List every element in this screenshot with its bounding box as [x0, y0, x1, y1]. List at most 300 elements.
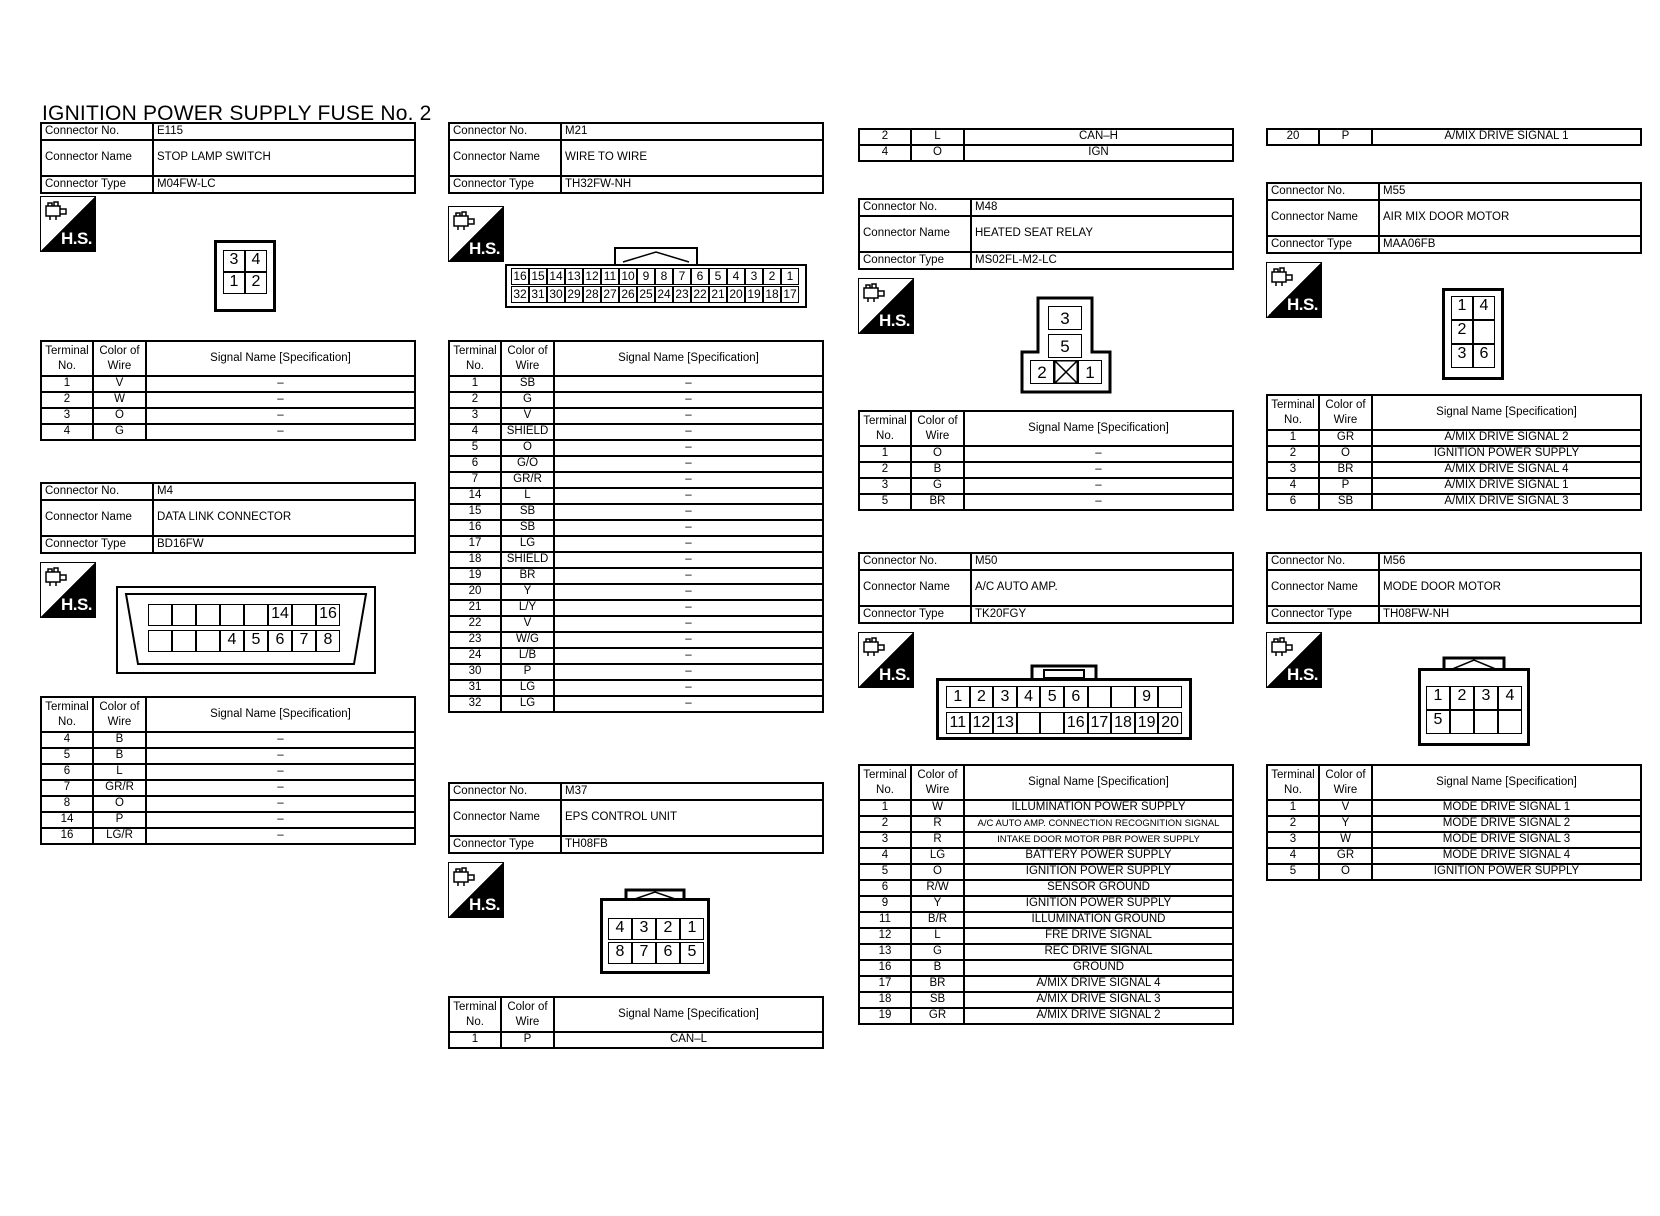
connector-no-value: M37: [561, 783, 823, 800]
signal-name: IGNITION POWER SUPPLY: [964, 864, 1233, 880]
label-connector-name: Connector Name: [449, 800, 561, 836]
signal-name: –: [554, 488, 823, 504]
connector-m37-terminal-table: [448, 996, 824, 1049]
wire-color: Y: [1319, 816, 1372, 832]
table-row: [449, 424, 823, 440]
table-row: [1267, 848, 1641, 864]
table-row: [859, 494, 1233, 510]
table-row: [41, 796, 415, 812]
wire-color: R/W: [911, 880, 964, 896]
label-connector-type: Connector Type: [1267, 236, 1379, 253]
signal-name: –: [146, 424, 415, 440]
pin: 4: [608, 918, 632, 940]
signal-name-header: Signal Name [Specification]: [1372, 765, 1641, 800]
pin: 12: [583, 268, 601, 285]
wire-color: P: [1319, 478, 1372, 494]
connector-name-value: MODE DOOR MOTOR: [1379, 570, 1641, 606]
terminal-no: 2: [859, 129, 911, 145]
table-row: [1267, 832, 1641, 848]
connector-e115-terminal-table: [40, 340, 416, 441]
connector-hand-icon: [44, 566, 68, 588]
pin: 16: [511, 268, 529, 285]
label-connector-name: Connector Name: [41, 140, 153, 176]
wire-color: GR: [1319, 848, 1372, 864]
label-connector-no: Connector No.: [1267, 183, 1379, 200]
signal-name: IGNITION POWER SUPPLY: [1372, 864, 1641, 880]
pin: 4: [245, 250, 267, 272]
table-row: [41, 424, 415, 440]
signal-name: –: [554, 552, 823, 568]
terminal-no: 3: [1267, 462, 1319, 478]
pin: 5: [680, 942, 704, 964]
connector-name-value: STOP LAMP SWITCH: [153, 140, 415, 176]
connector-m48-diagram: [1020, 296, 1112, 394]
connector-no-value: M48: [971, 199, 1233, 216]
pin: 19: [745, 286, 763, 303]
signal-name: –: [964, 494, 1233, 510]
signal-name-header: Signal Name [Specification]: [146, 697, 415, 732]
terminal-no: 6: [1267, 494, 1319, 510]
terminal-no: 13: [859, 944, 911, 960]
terminal-no-header: Terminal No.: [41, 341, 93, 376]
connector-type-value: TK20FGY: [971, 606, 1233, 623]
wire-color: L: [911, 928, 964, 944]
terminal-no: 3: [859, 478, 911, 494]
pin: 3: [1048, 306, 1082, 330]
wire-color: SB: [501, 504, 554, 520]
pin: 16: [1064, 712, 1088, 734]
signal-name: –: [554, 632, 823, 648]
pin: 5: [1040, 686, 1064, 708]
terminal-no: 16: [449, 520, 501, 536]
connector-m55-terminal-table: [1266, 394, 1642, 511]
terminal-no-header: Terminal No.: [859, 411, 911, 446]
pin: 18: [1111, 712, 1135, 734]
terminal-no: 3: [449, 408, 501, 424]
terminal-no: 17: [859, 976, 911, 992]
harness-side-icon: [858, 632, 914, 688]
hs-label: H.S.: [60, 229, 92, 248]
pin: 25: [637, 286, 655, 303]
pin: 27: [601, 286, 619, 303]
wire-color: G: [911, 944, 964, 960]
wire-color: SB: [911, 992, 964, 1008]
pin: 18: [763, 286, 781, 303]
terminal-no: 4: [41, 424, 93, 440]
connector-m50-info: [858, 552, 1234, 624]
connector-m21-diagram: [505, 246, 807, 308]
terminal-no: 18: [859, 992, 911, 1008]
table-row: [41, 828, 415, 844]
pin: 1: [946, 686, 970, 708]
table-row: [449, 456, 823, 472]
signal-name: –: [554, 696, 823, 712]
pin: 17: [1088, 712, 1112, 734]
signal-name: –: [554, 600, 823, 616]
signal-name: –: [554, 536, 823, 552]
pin: 13: [993, 712, 1017, 734]
wire-color: O: [911, 446, 964, 462]
signal-name: –: [146, 780, 415, 796]
wire-color: GR: [911, 1008, 964, 1024]
signal-name: –: [964, 446, 1233, 462]
terminal-no: 17: [449, 536, 501, 552]
pin: 3: [1474, 686, 1498, 710]
pin: 4: [1498, 686, 1522, 710]
signal-name: –: [554, 456, 823, 472]
table-row: [449, 488, 823, 504]
table-row: [859, 800, 1233, 816]
terminal-no: 4: [1267, 478, 1319, 494]
pin: 2: [1451, 320, 1473, 344]
connector-type-value: M04FW-LC: [153, 176, 415, 193]
wire-color: W: [911, 800, 964, 816]
signal-name: A/MIX DRIVE SIGNAL 4: [964, 976, 1233, 992]
wire-color: O: [1319, 446, 1372, 462]
terminal-no: 19: [449, 568, 501, 584]
signal-name: REC DRIVE SIGNAL: [964, 944, 1233, 960]
connector-m21-info: [448, 122, 824, 194]
wire-color: L/B: [501, 648, 554, 664]
signal-name: A/MIX DRIVE SIGNAL 1: [1372, 129, 1641, 145]
terminal-no: 4: [859, 145, 911, 161]
harness-side-icon: [448, 206, 504, 262]
signal-name: –: [554, 424, 823, 440]
wire-color: GR/R: [93, 780, 146, 796]
signal-name: IGNITION POWER SUPPLY: [964, 896, 1233, 912]
terminal-no: 3: [41, 408, 93, 424]
pin: 1: [781, 268, 799, 285]
wire-color: G: [501, 392, 554, 408]
pin: 2: [656, 918, 680, 940]
table-row: [859, 880, 1233, 896]
signal-name: BATTERY POWER SUPPLY: [964, 848, 1233, 864]
terminal-no: 8: [41, 796, 93, 812]
wire-color: P: [501, 1032, 554, 1048]
pin: 9: [637, 268, 655, 285]
harness-side-icon: [1266, 632, 1322, 688]
table-row: [1267, 800, 1641, 816]
signal-name: –: [146, 796, 415, 812]
wire-color: W: [1319, 832, 1372, 848]
hs-label: H.S.: [1286, 295, 1318, 314]
pin: 21: [709, 286, 727, 303]
terminal-no-header: Terminal No.: [1267, 395, 1319, 430]
pin: 7: [673, 268, 691, 285]
signal-name: CAN–L: [554, 1032, 823, 1048]
signal-name: –: [554, 472, 823, 488]
signal-name: –: [554, 520, 823, 536]
signal-name: MODE DRIVE SIGNAL 1: [1372, 800, 1641, 816]
signal-name-header: Signal Name [Specification]: [554, 997, 823, 1032]
terminal-no: 2: [41, 392, 93, 408]
pin: 3: [632, 918, 656, 940]
terminal-no: 20: [449, 584, 501, 600]
table-row: [1267, 446, 1641, 462]
terminal-no: 6: [41, 764, 93, 780]
connector-m56-info: [1266, 552, 1642, 624]
terminal-no: 1: [859, 800, 911, 816]
wire-color: O: [911, 864, 964, 880]
connector-hand-icon: [44, 200, 68, 222]
table-row: [449, 504, 823, 520]
pin: 1: [1426, 686, 1450, 710]
terminal-no: 24: [449, 648, 501, 664]
terminal-no: 23: [449, 632, 501, 648]
terminal-no: 32: [449, 696, 501, 712]
wire-color: V: [501, 616, 554, 632]
connector-no-value: M56: [1379, 553, 1641, 570]
terminal-no: 1: [1267, 800, 1319, 816]
color-of-wire-header: Color of Wire: [1319, 765, 1372, 800]
pin: 1: [1451, 296, 1473, 320]
wire-color: Y: [911, 896, 964, 912]
pin: 20: [727, 286, 745, 303]
table-row: [41, 812, 415, 828]
signal-name: –: [146, 732, 415, 748]
terminal-no: 3: [859, 832, 911, 848]
terminal-no: 4: [41, 732, 93, 748]
connector-type-value: BD16FW: [153, 536, 415, 553]
pin: 2: [970, 686, 994, 708]
signal-name: –: [964, 478, 1233, 494]
terminal-no-header: Terminal No.: [449, 997, 501, 1032]
color-of-wire-header: Color of Wire: [501, 997, 554, 1032]
pin: 3: [993, 686, 1017, 708]
signal-name: FRE DRIVE SIGNAL: [964, 928, 1233, 944]
pin: [1017, 712, 1041, 734]
pin: 11: [601, 268, 619, 285]
harness-side-icon: [1266, 262, 1322, 318]
wire-color: LG: [501, 696, 554, 712]
wire-color: W: [93, 392, 146, 408]
table-row: [41, 408, 415, 424]
table-row: [1267, 129, 1641, 145]
connector-m21-terminal-table: [448, 340, 824, 713]
pin: 6: [691, 268, 709, 285]
table-row: [859, 928, 1233, 944]
pin: 22: [691, 286, 709, 303]
terminal-no: 9: [859, 896, 911, 912]
terminal-no: 1: [449, 1032, 501, 1048]
signal-name: ILLUMINATION POWER SUPPLY: [964, 800, 1233, 816]
wire-color: W/G: [501, 632, 554, 648]
wire-color: L/Y: [501, 600, 554, 616]
connector-hand-icon: [452, 866, 476, 888]
pin: 4: [1473, 296, 1495, 320]
pin: [1040, 712, 1064, 734]
signal-name: MODE DRIVE SIGNAL 2: [1372, 816, 1641, 832]
table-row: [1267, 430, 1641, 446]
terminal-no: 5: [449, 440, 501, 456]
table-row: [859, 944, 1233, 960]
connector-name-value: DATA LINK CONNECTOR: [153, 500, 415, 536]
pin: 8: [608, 942, 632, 964]
pin: 5: [1426, 710, 1450, 734]
wire-color: L: [501, 488, 554, 504]
pin: 4: [220, 630, 244, 652]
terminal-no: 2: [859, 816, 911, 832]
terminal-no: 6: [449, 456, 501, 472]
hs-label: H.S.: [60, 595, 92, 614]
connector-hand-icon: [862, 282, 886, 304]
wire-color: V: [1319, 800, 1372, 816]
wire-color: P: [1319, 129, 1372, 145]
wire-color: SHIELD: [501, 552, 554, 568]
pin: 24: [655, 286, 673, 303]
terminal-no: 30: [449, 664, 501, 680]
table-row: [859, 896, 1233, 912]
pin: 17: [781, 286, 799, 303]
pin: 1: [680, 918, 704, 940]
terminal-no: 19: [859, 1008, 911, 1024]
terminal-no: 12: [859, 928, 911, 944]
pin: 7: [292, 630, 316, 652]
pin: 11: [946, 712, 970, 734]
pin: 14: [268, 604, 292, 626]
connector-hand-icon: [862, 636, 886, 658]
pin: [1158, 686, 1182, 708]
pin: 2: [1030, 360, 1054, 384]
signal-name: A/MIX DRIVE SIGNAL 3: [1372, 494, 1641, 510]
pin: 1: [223, 272, 245, 294]
wire-color: BR: [911, 494, 964, 510]
pin: 8: [655, 268, 673, 285]
terminal-no-header: Terminal No.: [859, 765, 911, 800]
terminal-no: 5: [859, 864, 911, 880]
signal-name: –: [146, 748, 415, 764]
pin: 5: [1048, 334, 1082, 358]
connector-m37-diagram: [600, 888, 710, 974]
table-row: [1267, 462, 1641, 478]
connector-no-value: M21: [561, 123, 823, 140]
wire-color: V: [93, 376, 146, 392]
label-connector-no: Connector No.: [41, 123, 153, 140]
pin: 12: [970, 712, 994, 734]
terminal-no: 1: [1267, 430, 1319, 446]
terminal-no: 14: [449, 488, 501, 504]
connector-no-value: M4: [153, 483, 415, 500]
terminal-no: 2: [1267, 816, 1319, 832]
connector-name-value: WIRE TO WIRE: [561, 140, 823, 176]
wire-color: P: [93, 812, 146, 828]
wire-color: O: [93, 408, 146, 424]
pin: [1111, 686, 1135, 708]
terminal-no: 5: [859, 494, 911, 510]
table-row: [41, 376, 415, 392]
terminal-no: 11: [859, 912, 911, 928]
connector-m50-diagram: [936, 664, 1192, 740]
wire-color: O: [911, 145, 964, 161]
wire-color: LG/R: [93, 828, 146, 844]
signal-name: –: [554, 408, 823, 424]
connector-no-value: M50: [971, 553, 1233, 570]
signal-name: A/MIX DRIVE SIGNAL 4: [1372, 462, 1641, 478]
harness-side-icon: [40, 562, 96, 618]
signal-name: –: [146, 376, 415, 392]
connector-m4-terminal-table: [40, 696, 416, 845]
table-row: [449, 376, 823, 392]
table-row: [41, 764, 415, 780]
label-connector-name: Connector Name: [859, 216, 971, 252]
table-row: [1267, 494, 1641, 510]
terminal-no: 5: [1267, 864, 1319, 880]
terminal-no: 16: [859, 960, 911, 976]
connector-m37-terminal-table-continued: [858, 128, 1234, 162]
terminal-no: 7: [449, 472, 501, 488]
table-row: [449, 440, 823, 456]
signal-name-header: Signal Name [Specification]: [554, 341, 823, 376]
label-connector-name: Connector Name: [449, 140, 561, 176]
pin: 6: [1064, 686, 1088, 708]
table-row: [449, 568, 823, 584]
pin: 6: [1473, 344, 1495, 368]
pin: 4: [1017, 686, 1041, 708]
label-connector-name: Connector Name: [859, 570, 971, 606]
pin: [1088, 686, 1112, 708]
terminal-no: 5: [41, 748, 93, 764]
label-connector-type: Connector Type: [41, 536, 153, 553]
wire-color: O: [93, 796, 146, 812]
pin: 2: [1450, 686, 1474, 710]
pin: 6: [268, 630, 292, 652]
signal-name: IGN: [964, 145, 1233, 161]
wire-color: O: [501, 440, 554, 456]
terminal-no: 4: [1267, 848, 1319, 864]
signal-name-header: Signal Name [Specification]: [1372, 395, 1641, 430]
connector-hand-icon: [1270, 266, 1294, 288]
terminal-no: 4: [859, 848, 911, 864]
label-connector-no: Connector No.: [859, 553, 971, 570]
signal-name: –: [554, 568, 823, 584]
table-row: [859, 462, 1233, 478]
page-title: IGNITION POWER SUPPLY FUSE No. 2: [42, 102, 432, 125]
terminal-no: 15: [449, 504, 501, 520]
color-of-wire-header: Color of Wire: [93, 341, 146, 376]
connector-e115-diagram: [214, 240, 276, 312]
wire-color: SB: [1319, 494, 1372, 510]
wire-color: O: [1319, 864, 1372, 880]
label-connector-type: Connector Type: [859, 252, 971, 269]
terminal-no: 14: [41, 812, 93, 828]
table-row: [859, 912, 1233, 928]
table-row: [859, 478, 1233, 494]
label-connector-name: Connector Name: [1267, 570, 1379, 606]
connector-m37-info: [448, 782, 824, 854]
table-row: [41, 780, 415, 796]
pin: 10: [619, 268, 637, 285]
pin: 3: [745, 268, 763, 285]
table-row: [1267, 478, 1641, 494]
terminal-no: 1: [449, 376, 501, 392]
signal-name: –: [146, 812, 415, 828]
table-row: [449, 472, 823, 488]
table-row: [859, 1008, 1233, 1024]
table-row: [449, 664, 823, 680]
signal-name: –: [554, 504, 823, 520]
table-row: [449, 600, 823, 616]
pin: 3: [223, 250, 245, 272]
table-row: [859, 848, 1233, 864]
hs-label: H.S.: [878, 665, 910, 684]
signal-name: MODE DRIVE SIGNAL 3: [1372, 832, 1641, 848]
signal-name-header: Signal Name [Specification]: [146, 341, 415, 376]
signal-name: A/MIX DRIVE SIGNAL 2: [1372, 430, 1641, 446]
table-row: [449, 552, 823, 568]
signal-name: –: [554, 664, 823, 680]
connector-m55-info: [1266, 182, 1642, 254]
pin: 19: [1135, 712, 1159, 734]
